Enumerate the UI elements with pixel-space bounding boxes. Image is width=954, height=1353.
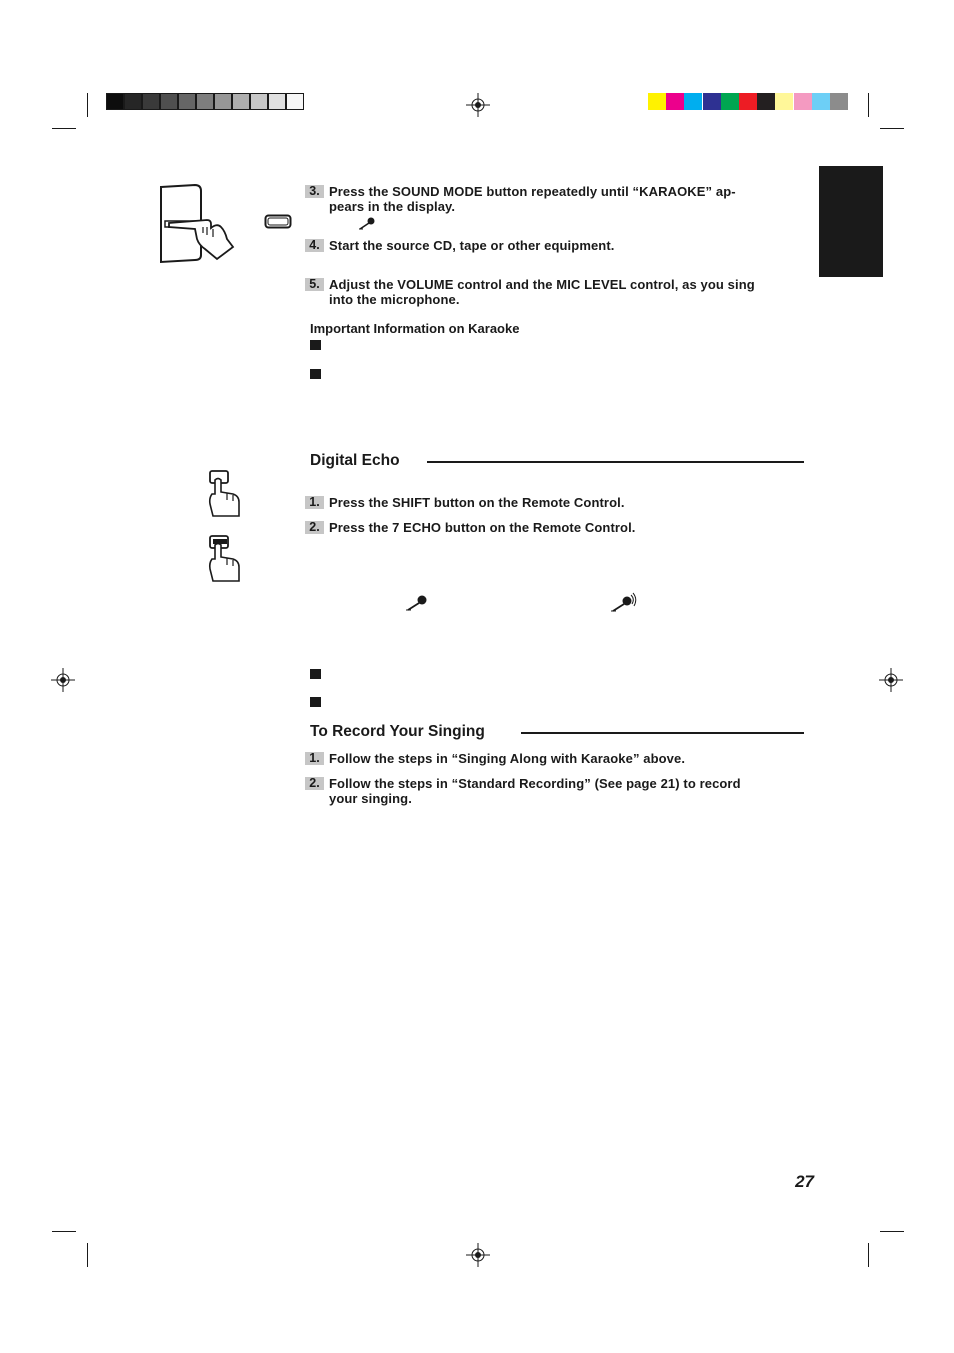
step-number: 2. bbox=[305, 777, 324, 790]
calibration-swatch bbox=[106, 93, 124, 110]
page-number: 27 bbox=[795, 1172, 814, 1191]
step-number: 3. bbox=[305, 185, 324, 198]
step-text bbox=[329, 776, 814, 806]
section-heading-record-singing: To Record Your Singing bbox=[310, 723, 485, 740]
step-number: 2. bbox=[305, 521, 324, 534]
registration-mark-icon bbox=[51, 668, 75, 692]
step-text: Press the SHIFT button on the Remote Control. bbox=[329, 495, 625, 510]
registration-mark-icon bbox=[466, 1243, 490, 1267]
step-number: 1. bbox=[305, 496, 324, 509]
mic-echo-icon bbox=[610, 592, 638, 614]
calibration-swatch bbox=[703, 93, 721, 110]
registration-mark-icon bbox=[879, 668, 903, 692]
hand-press-icon bbox=[205, 468, 243, 520]
registration-mark-icon bbox=[466, 93, 490, 117]
mic-icon bbox=[358, 216, 376, 230]
bullet-marker bbox=[310, 340, 321, 350]
calibration-swatch bbox=[812, 93, 830, 110]
step-text: Follow the steps in “Singing Along with Karaoke” above. bbox=[329, 751, 686, 766]
section-tab bbox=[819, 166, 883, 277]
hand-press-icon bbox=[205, 533, 243, 585]
step-number: 5. bbox=[305, 278, 324, 291]
step-text bbox=[329, 184, 814, 214]
important-info-title: Important Information on Karaoke bbox=[310, 321, 520, 336]
hand-press-icon bbox=[155, 183, 237, 265]
calibration-swatch bbox=[214, 93, 232, 110]
calibration-swatch bbox=[124, 93, 142, 110]
calibration-swatch bbox=[666, 93, 684, 110]
calibration-swatch bbox=[648, 93, 666, 110]
step-text: Press the 7 ECHO button on the Remote Control. bbox=[329, 520, 636, 535]
step-text-line: your singing. bbox=[329, 791, 412, 806]
step-number: 1. bbox=[305, 752, 324, 765]
section-heading-digital-echo: Digital Echo bbox=[310, 452, 400, 469]
calibration-swatch bbox=[757, 93, 775, 110]
calibration-swatch bbox=[794, 93, 812, 110]
step-text-line: pears in the display. bbox=[329, 199, 456, 214]
step-number: 4. bbox=[305, 239, 324, 252]
heading-rule bbox=[521, 732, 804, 734]
step-text bbox=[329, 277, 814, 307]
step-text-line: Press the SOUND MODE button repeatedly until “KARAOKE” ap- bbox=[329, 184, 736, 199]
bullet-marker bbox=[310, 697, 321, 707]
calibration-swatch bbox=[721, 93, 739, 110]
calibration-swatch bbox=[142, 93, 160, 110]
step-text-line: into the microphone. bbox=[329, 292, 460, 307]
display-button-icon bbox=[264, 214, 292, 229]
calibration-swatch bbox=[830, 93, 848, 110]
calibration-swatch bbox=[739, 93, 757, 110]
calibration-swatch bbox=[775, 93, 793, 110]
step-text: Start the source CD, tape or other equipment. bbox=[329, 238, 615, 253]
calibration-swatch bbox=[160, 93, 178, 110]
calibration-swatch bbox=[250, 93, 268, 110]
heading-rule bbox=[427, 461, 804, 463]
calibration-swatch bbox=[178, 93, 196, 110]
mic-icon bbox=[404, 594, 428, 612]
step-text-line: Adjust the VOLUME control and the MIC LEVEL control, as you sing bbox=[329, 277, 755, 292]
bullet-marker bbox=[310, 669, 321, 679]
calibration-swatch bbox=[232, 93, 250, 110]
calibration-swatch bbox=[268, 93, 286, 110]
calibration-swatch bbox=[684, 93, 702, 110]
bullet-marker bbox=[310, 369, 321, 379]
step-text-line: Follow the steps in “Standard Recording” (See page 21) to record bbox=[329, 776, 741, 791]
calibration-swatch bbox=[286, 93, 304, 110]
calibration-swatch bbox=[196, 93, 214, 110]
